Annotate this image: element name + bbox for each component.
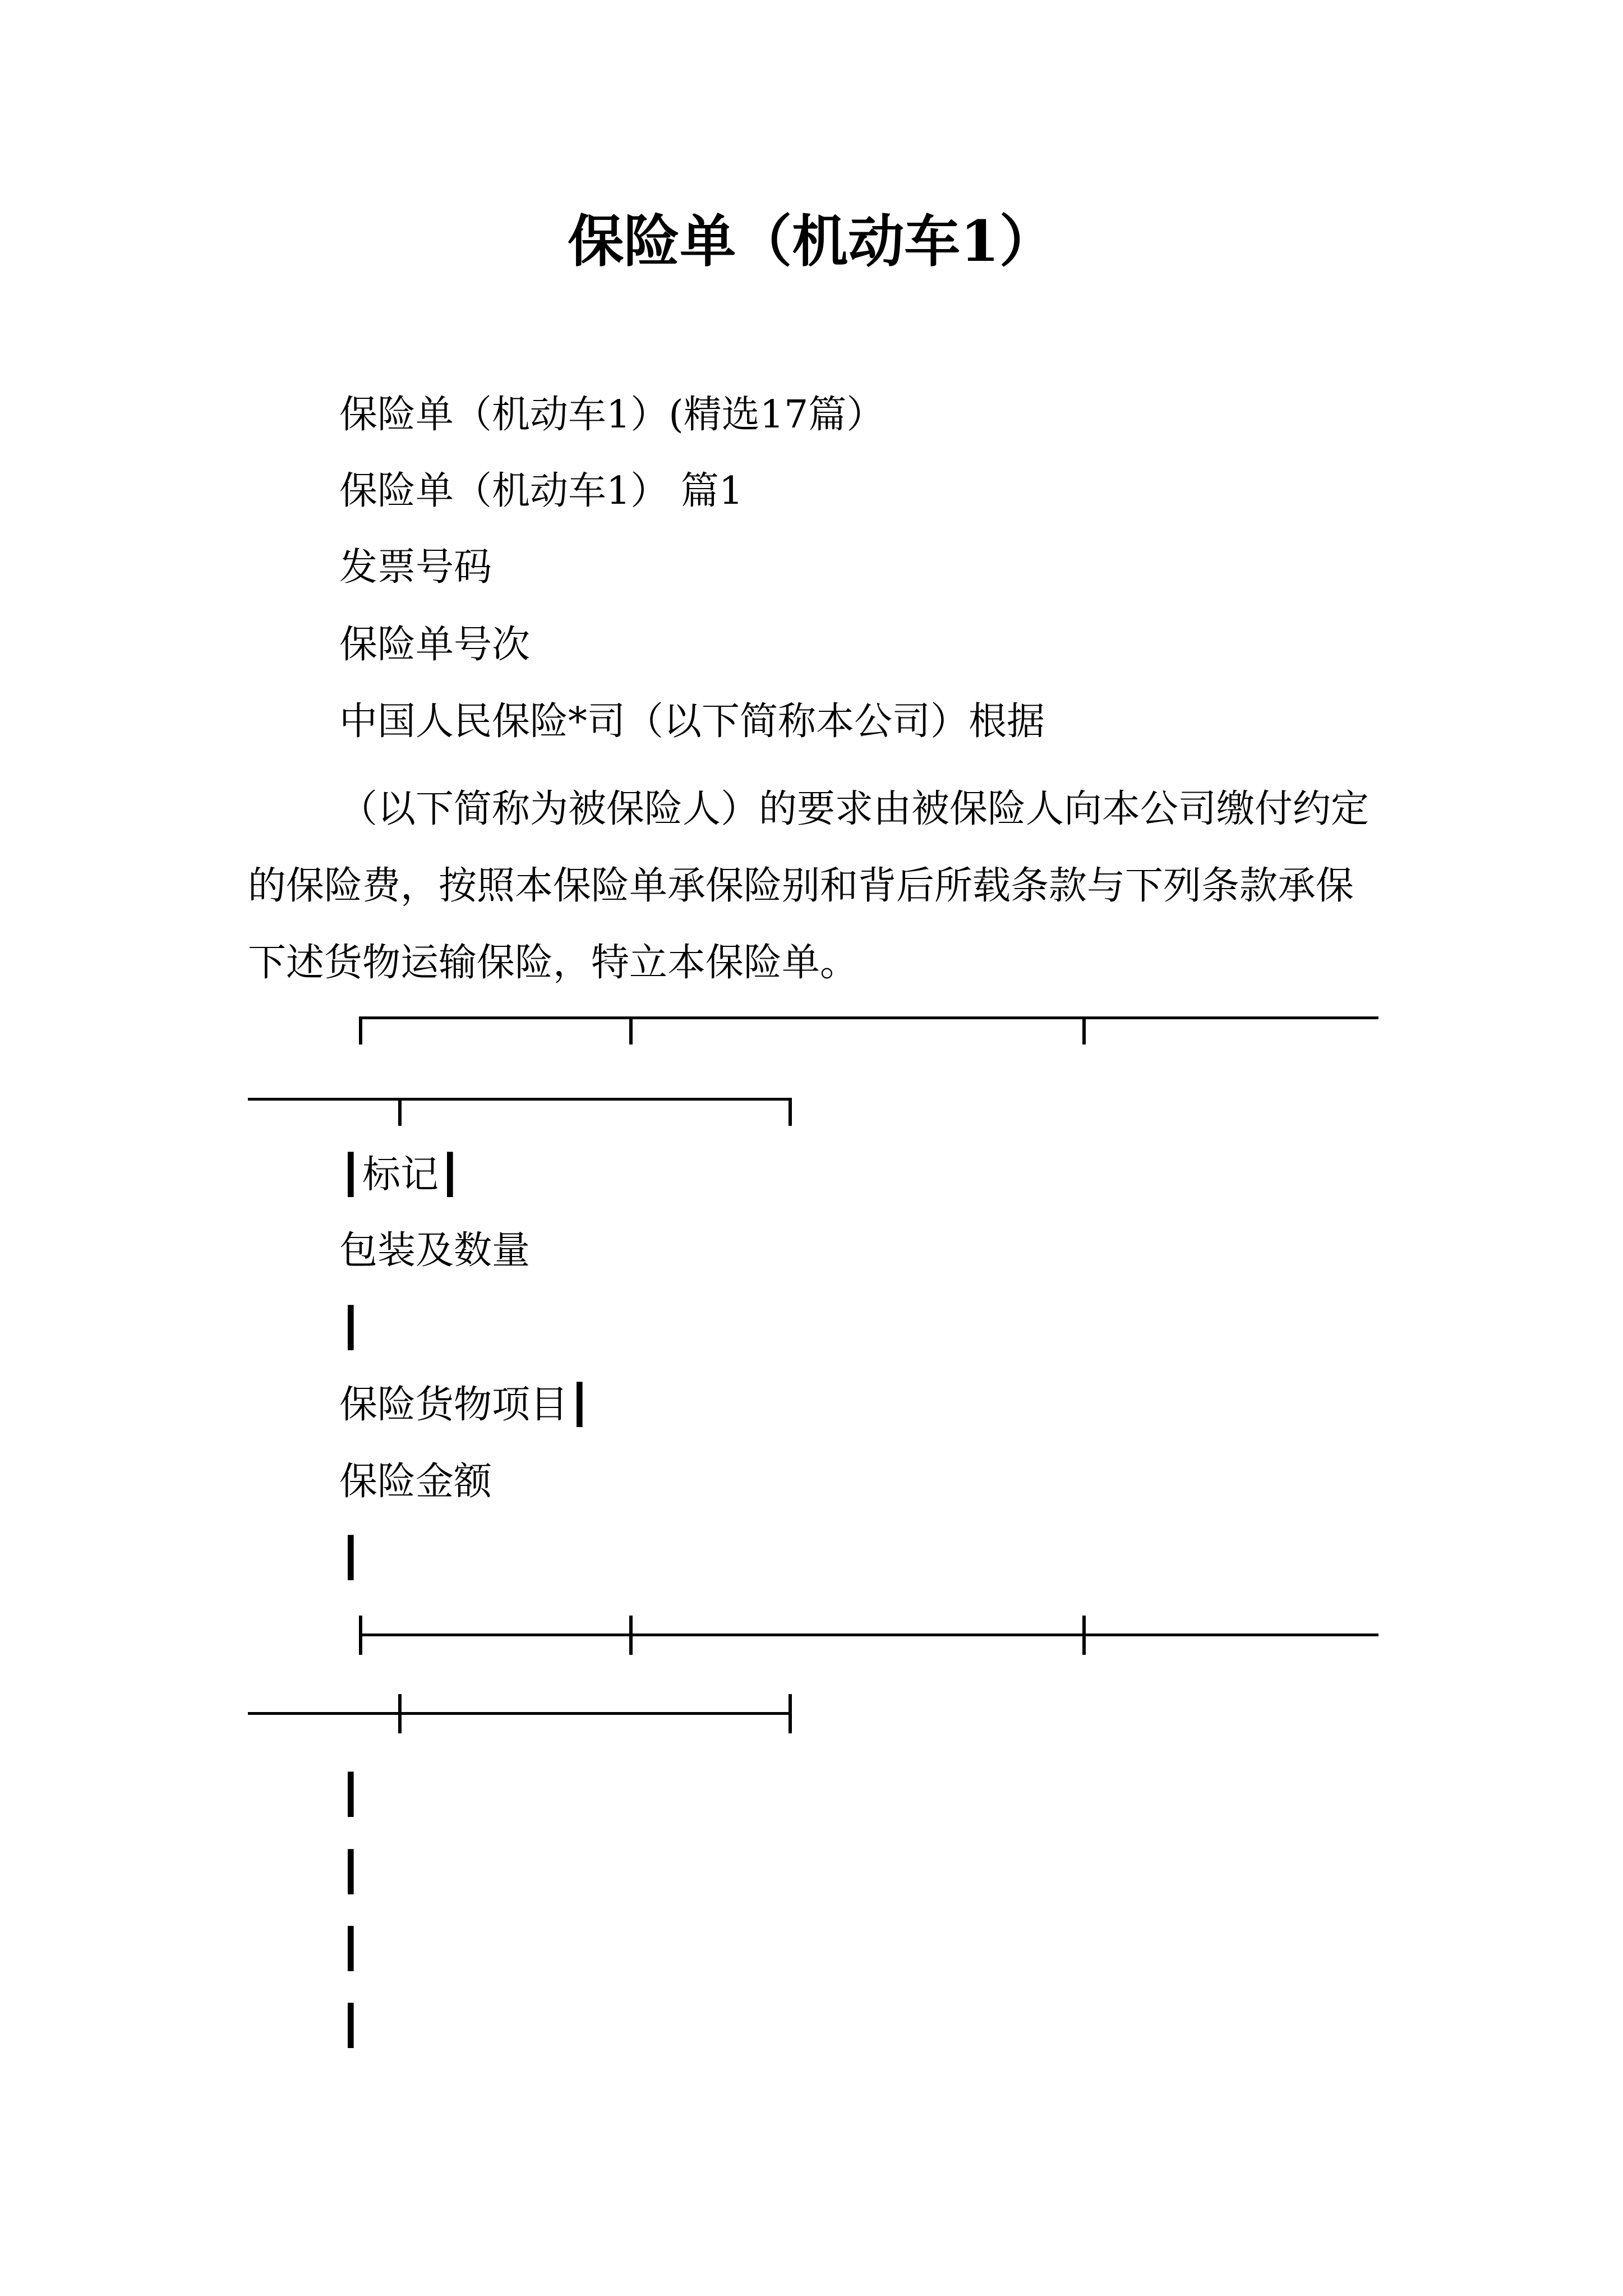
subtitle-line: 保险单（机动车1）(精选17篇） xyxy=(339,393,885,437)
invoice-number-label: 发票号码 xyxy=(339,545,492,590)
insurer-intro-line: 中国人民保险*司（以下简称本公司）根据 xyxy=(339,700,1045,744)
table-cell-divider: ┃ xyxy=(339,1306,362,1350)
policy-number-label: 保险单号次 xyxy=(339,623,531,667)
insured-amount-label: 保险金额 xyxy=(339,1460,492,1504)
mark-column-header: ┃标记┃ xyxy=(339,1153,462,1197)
insured-goods-label: 保险货物项目┃ xyxy=(339,1383,591,1427)
policy-intro-paragraph: （以下简称为被保险人）的要求由被保险人向本公司缴付约定的保险费，按照本保险单承保险别和背后所载条款与下列条款承保下述货物运输保险，特立本保险单。 xyxy=(248,787,1370,985)
table-cell-divider: ┃ xyxy=(339,1927,362,1971)
table-cell-divider: ┃ xyxy=(339,1850,362,1894)
document-title: 保险单（机动车1） xyxy=(568,208,1055,274)
section-heading: 保险单（机动车1） 篇1 xyxy=(339,469,744,513)
table-cell-divider: ┃ xyxy=(339,1536,362,1580)
table-cell-divider: ┃ xyxy=(339,2004,362,2048)
packing-quantity-label: 包装及数量 xyxy=(339,1228,531,1273)
table-cell-divider: ┃ xyxy=(339,1773,362,1817)
